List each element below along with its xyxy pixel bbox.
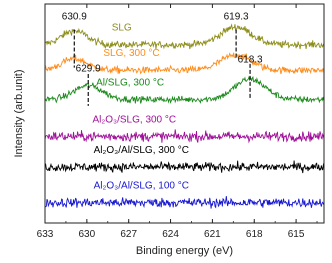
series-label: SLG, 300 °C (103, 48, 160, 60)
series-line (45, 129, 324, 142)
series-label: Al/SLG, 300 °C (96, 77, 165, 89)
x-tick-label: 624 (162, 229, 179, 240)
series-label: SLG (111, 22, 132, 34)
peak-label: 618.3 (237, 54, 263, 66)
peak-label: 630.9 (61, 11, 87, 23)
series-label: Al₂O₃/Al/SLG, 300 °C (93, 145, 189, 156)
x-tick-label: 615 (287, 229, 305, 240)
plot-area (37, 4, 324, 240)
series-line (45, 161, 324, 174)
x-axis-title: Binding energy (eV) (135, 245, 234, 257)
x-tick-label: 630 (78, 229, 96, 240)
series-line (45, 24, 324, 49)
series-line (45, 196, 324, 209)
series-line (45, 77, 324, 103)
x-tick-label: 618 (245, 229, 263, 240)
x-tick-label: 621 (204, 229, 221, 240)
series-label: Al₂O₃/Al/SLG, 100 °C (93, 180, 189, 192)
y-axis-title: Intensity (arb.unit) (13, 69, 25, 158)
peak-label: 629.9 (75, 63, 101, 75)
x-tick-label: 633 (36, 229, 54, 240)
series-label: Al₂O₃/SLG, 300 °C (92, 114, 177, 126)
x-tick-label: 627 (120, 229, 138, 240)
peak-label: 619.3 (223, 11, 249, 23)
